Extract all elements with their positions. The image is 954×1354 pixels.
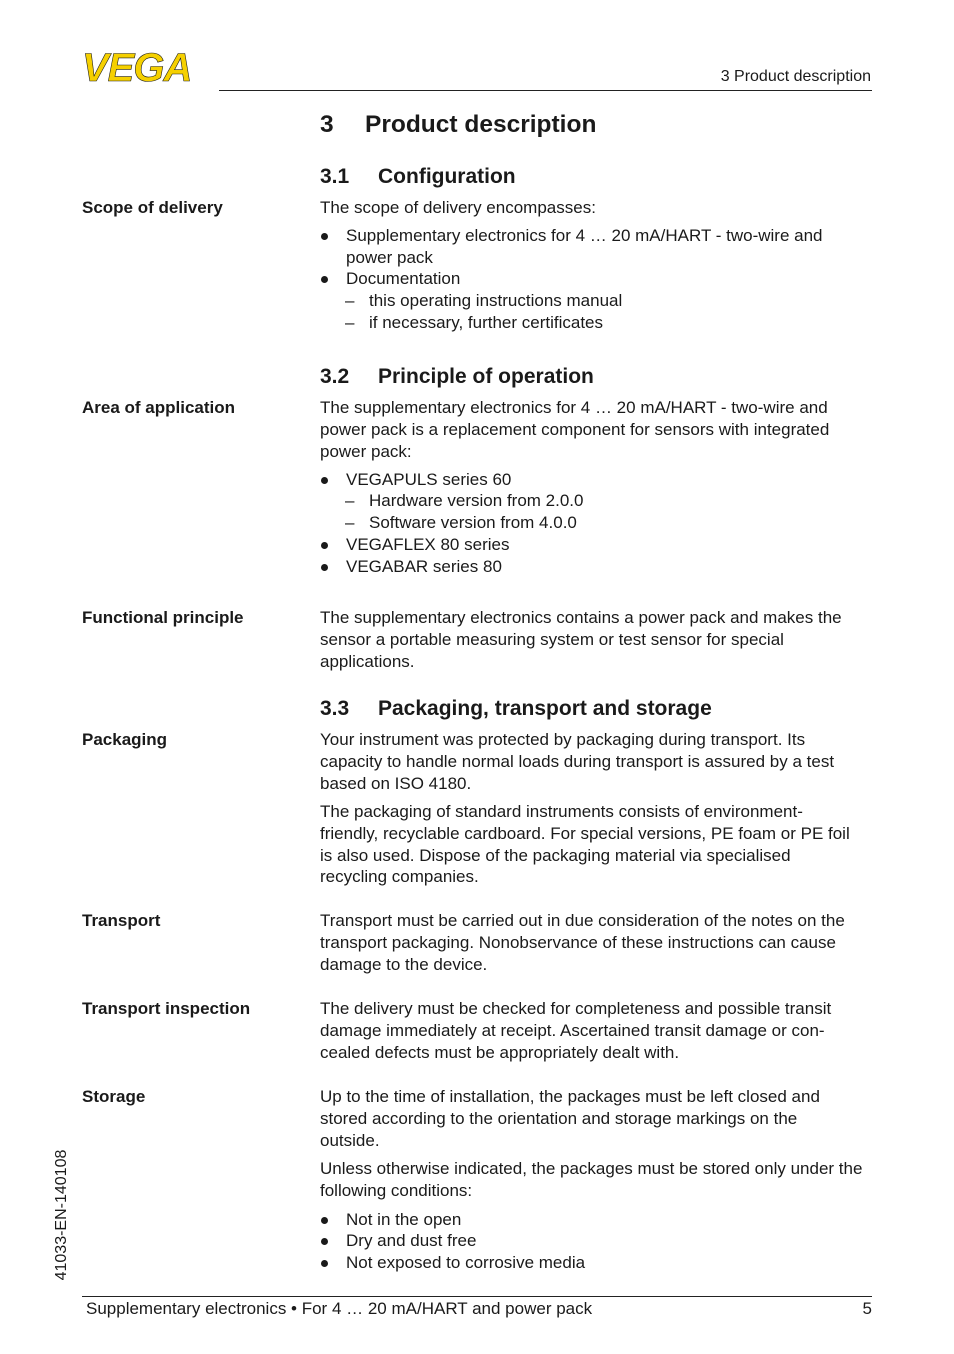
packaging-paragraph-2: The packaging of standard instruments consists of environment-friendly, recyclable cardboard. For special versions, PE foam or PE foil is also used. Dispose of the packaging material via specialised recycling companies.: [320, 802, 850, 887]
footer-divider: [82, 1296, 872, 1297]
section-number: 3.1: [320, 165, 350, 188]
storage-paragraph-1: Up to the time of installation, the packages must be left closed and stored according to the orientation and storage markings on the outside.: [320, 1087, 820, 1150]
logo-text: VEGA: [82, 50, 192, 84]
area-text: The supplementary electronics for 4 … 20 mA/HART - two-wire and power pack is a replacement component for sensors with integrated power pack:: [320, 398, 830, 461]
page-number: 5: [862, 1299, 872, 1318]
section-heading-3-1: [320, 165, 516, 189]
scope-intro: The scope of delivery encompasses:: [320, 198, 596, 217]
section-number: 3.3: [320, 697, 350, 720]
list-item-text: Supplementary electronics for 4 … 20 mA/HART - two-wire and: [346, 226, 823, 245]
inspection-text: The delivery must be checked for completeness and possible transit damage immediately at receipt. Ascertained transit damage or con-cealed defects must be appropriately dealt with.: [320, 999, 832, 1062]
chapter-heading: [320, 111, 596, 139]
list-item: VEGAPULS series 60: [320, 469, 886, 491]
section-number: 3.2: [320, 365, 350, 388]
list-item: [320, 225, 886, 269]
transport-text: Transport must be carried out in due consideration of the notes on the transport packaging. Nonobservance of these instructions can cause damage to the device.: [320, 911, 845, 974]
list-item-text: power pack: [346, 247, 433, 267]
list-item: VEGAFLEX 80 series: [320, 534, 886, 556]
header-divider: [219, 90, 872, 91]
side-label-scope-of-delivery: Scope of delivery: [82, 198, 223, 217]
section-heading-3-3: [320, 697, 712, 721]
packaging-paragraph-1: Your instrument was protected by packaging during transport. Its capacity to handle normal loads during transport is assured by a test based on ISO 4180.: [320, 730, 835, 793]
section-title: Principle of operation: [378, 365, 594, 388]
side-label-storage: Storage: [82, 1087, 146, 1106]
list-item: Dry and dust free: [320, 1230, 886, 1252]
document-code: 41033-EN-140108: [53, 1149, 70, 1281]
section-title: Packaging, transport and storage: [378, 697, 712, 720]
running-title: 3 Product description: [720, 68, 871, 85]
footer-title: Supplementary electronics • For 4 … 20 mA/HART and power pack: [86, 1299, 593, 1318]
side-label-packaging: Packaging: [82, 730, 168, 749]
side-label-transport: Transport: [82, 911, 161, 930]
sub-list-item: – this operating instructions manual: [345, 290, 622, 312]
list-item: VEGABAR series 80: [320, 556, 886, 578]
list-item: Not in the open: [320, 1209, 886, 1231]
sub-list-item: – Software version from 4.0.0: [345, 512, 577, 534]
list-item: Not exposed to corrosive media: [320, 1252, 886, 1274]
vega-logo: [82, 50, 212, 84]
storage-paragraph-2: Unless otherwise indicated, the packages must be stored only under the following conditions:: [320, 1159, 863, 1200]
chapter-number: 3: [320, 111, 334, 138]
list-item: Documentation: [320, 268, 886, 290]
sub-list-item: – Hardware version from 2.0.0: [345, 490, 583, 512]
side-label-transport-inspection: Transport inspection: [82, 999, 251, 1018]
section-title: Configuration: [378, 165, 516, 188]
side-label-area-of-application: Area of application: [82, 398, 236, 417]
section-heading-3-2: [320, 365, 594, 389]
functional-text: The supplementary electronics contains a power pack and makes the sensor a portable measuring system or test sensor for special applications.: [320, 608, 842, 671]
side-label-functional-principle: Functional principle: [82, 608, 244, 627]
chapter-title: Product description: [365, 111, 597, 138]
sub-list-item: – if necessary, further certificates: [345, 312, 603, 334]
